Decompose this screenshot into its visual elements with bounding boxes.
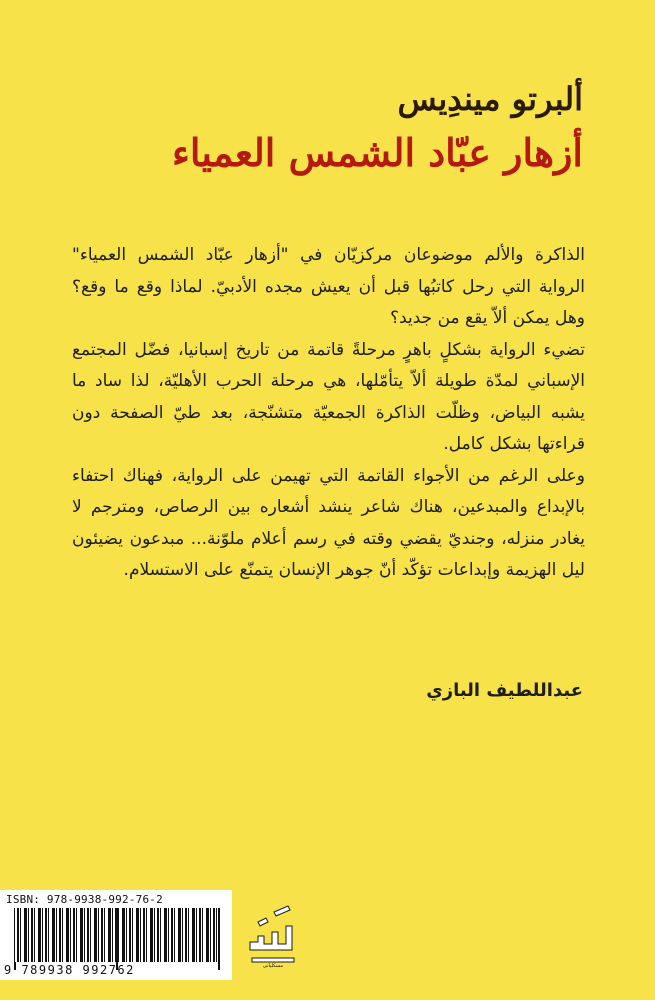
isbn-barcode [0, 890, 232, 980]
barcode-digits: 9 789938 992762 [4, 963, 135, 977]
blurb-paragraph: وعلى الرغم من الأجواء القاتمة التي تهيمن على الرواية، فهناك احتفاء بالإبداع والمبدعين، هناك شاعر ينشد أشعاره بين الرصاص، ومترجم لا يغادر منزله، وجنديّ يقضي وقته في رسم أعلام ملوّنة... مبدعون يضيئون ليل الهزيمة وإبداعات تؤكّد أنّ جوهر الإنسان يتمنّع على الاستسلام. [72, 465, 585, 580]
isbn-label: ISBN: 978-9938-992-76-2 [6, 893, 163, 906]
barcode-guard-right [218, 908, 220, 970]
publisher-logo-text: مسكلياني [262, 963, 284, 968]
book-title: أزهار عبّاد الشمس العمياء [171, 130, 583, 175]
blurb-paragraph: الذاكرة والألم موضوعان مركزيّان في "أزهار عبّاد الشمس العمياء" الرواية التي رحل كاتبُها قبل أن يعيش مجده الأدبيّ. لماذا وقع ما وقع؟ وهل يمكن ألاّ يقع من جديد؟ [72, 245, 585, 328]
blurb-paragraph: تضيء الرواية بشكلٍ باهرٍ مرحلةً قاتمة من تاريخ إسبانيا، فضّل المجتمع الإسباني لمدّة طويلة ألاّ يتأمّلها، هي مرحلة الحرب الأهليّة، لذا ساد ما يشبه البياض، وظلّت الذاكرة الجمعيّة متشنّجة، بعد طيّ الصفحة دون قراءتها بشكل كامل. [72, 339, 585, 454]
publisher-logo [244, 898, 302, 968]
author-name: ألبرتو ميندِيس [397, 80, 583, 118]
barcode-guard-center [116, 908, 118, 970]
blurb-signature: عبداللطيف البازي [426, 680, 583, 701]
blurb-text [72, 240, 585, 587]
